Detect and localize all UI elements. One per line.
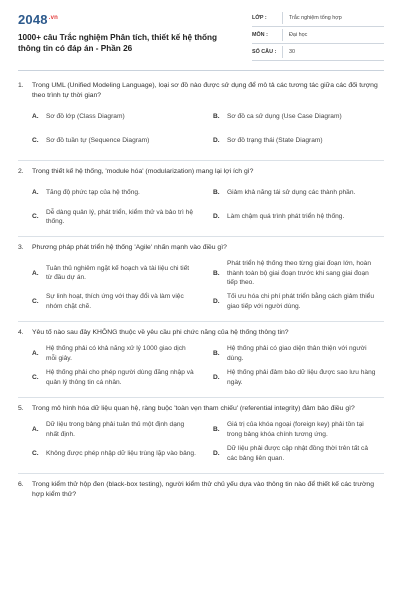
- logo-suffix: .vn: [48, 14, 59, 21]
- question-item: [18, 243, 384, 322]
- meta-row-class: [252, 10, 384, 27]
- question-item: [18, 480, 384, 511]
- option-text: Dữ liệu trong bảng phải tuân thủ một định dạng nhất định.: [46, 421, 185, 438]
- answer-options: [18, 183, 384, 231]
- option-letter: B.: [213, 189, 220, 197]
- answer-option[interactable]: [213, 444, 384, 464]
- meta-value[interactable]: Trắc nghiệm tổng hợp: [289, 15, 342, 21]
- question-text: [18, 404, 384, 414]
- question-body: Yêu tố nào sau đây KHÔNG thuộc về yêu cầu phi chức năng của hệ thống thông tin?: [32, 328, 289, 336]
- question-body: Trong kiểm thử hộp đen (black-box testing), người kiểm thử chủ yếu dựa vào thông tin nào để thiết kế các trường hợp kiểm thử?: [32, 480, 374, 498]
- option-text: Sự linh hoạt, thích ứng với thay đổi và làm việc nhóm chặt chẽ.: [46, 293, 184, 310]
- question-list: [18, 81, 384, 517]
- meta-row-count: [252, 44, 384, 61]
- option-letter: C.: [32, 213, 39, 221]
- option-letter: A.: [32, 269, 39, 277]
- meta-table: [252, 10, 384, 61]
- option-letter: A.: [32, 349, 39, 357]
- option-text: Làm chậm quá trình phát triển hệ thống.: [227, 213, 345, 221]
- option-letter: C.: [32, 373, 39, 381]
- option-letter: D.: [213, 137, 220, 145]
- option-text: Tuân thủ nghiêm ngặt kế hoạch và tài liệu chi tiết từ đầu dự án.: [46, 264, 190, 282]
- question-text: [18, 167, 384, 177]
- site-logo[interactable]: [18, 12, 58, 27]
- option-text: Tăng độ phức tạp của hệ thống.: [46, 189, 140, 197]
- option-text: Dữ liệu phải được cập nhật đồng thời trên tất cả các bảng liên quan.: [227, 445, 369, 462]
- question-text: [18, 81, 384, 101]
- answer-option[interactable]: [32, 207, 203, 227]
- answer-options: [18, 344, 384, 392]
- answer-option[interactable]: [213, 259, 384, 288]
- answer-option[interactable]: [213, 207, 384, 227]
- option-letter: C.: [32, 449, 39, 457]
- question-number: 2.: [18, 168, 24, 175]
- answer-options: [18, 259, 384, 316]
- answer-option[interactable]: [213, 107, 384, 127]
- option-letter: B.: [213, 113, 220, 121]
- option-text: Tối ưu hóa chi phí phát triển bằng cách giảm thiểu giao tiếp với người dùng.: [227, 293, 375, 310]
- answer-option[interactable]: [213, 344, 384, 364]
- answer-option[interactable]: [32, 292, 203, 312]
- answer-option[interactable]: [32, 259, 203, 288]
- answer-options: [18, 107, 384, 155]
- answer-option[interactable]: [32, 444, 203, 464]
- answer-option[interactable]: [32, 368, 203, 388]
- question-text: [18, 243, 384, 253]
- logo-text: 2048: [18, 12, 48, 27]
- answer-options: [18, 420, 384, 468]
- option-text: Hệ thống phải có khả năng xử lý 1000 giao dịch mỗi giây.: [46, 345, 186, 362]
- question-number: 6.: [18, 480, 24, 488]
- option-letter: B.: [213, 269, 220, 277]
- option-text: Không được phép nhập dữ liệu trùng lặp vào bảng.: [46, 449, 196, 457]
- question-body: Trong mô hình hóa dữ liệu quan hệ, ràng buộc 'toàn vẹn tham chiếu' (referential integrity) đảm bảo điều gì?: [32, 404, 355, 412]
- answer-option[interactable]: [32, 131, 203, 151]
- option-text: Dễ dàng quản lý, phát triển, kiểm thử và bảo trì hệ thống.: [46, 208, 193, 225]
- question-body: Trong thiết kế hệ thống, 'module hóa' (modularization) mang lại lợi ích gì?: [32, 168, 254, 175]
- question-number: 5.: [18, 404, 24, 412]
- option-letter: A.: [32, 189, 39, 197]
- option-letter: D.: [213, 373, 220, 381]
- meta-label: MÔN :: [252, 32, 268, 38]
- option-text: Giá trị của khóa ngoại (foreign key) phải tồn tại trong bảng khóa chính tương ứng.: [227, 421, 364, 438]
- answer-option[interactable]: [32, 183, 203, 203]
- answer-option[interactable]: [213, 420, 384, 440]
- meta-label: LỚP :: [252, 15, 267, 21]
- question-text: [18, 480, 384, 500]
- answer-option[interactable]: [213, 368, 384, 388]
- question-item: [18, 328, 384, 398]
- option-letter: B.: [213, 349, 220, 357]
- answer-option[interactable]: [32, 420, 203, 440]
- meta-separator: [282, 46, 283, 58]
- option-text: Phát triển hệ thống theo từng giai đoạn lớn, hoàn thành toàn bộ giai đoạn trước khi sang giai đoạn tiếp theo.: [227, 260, 372, 286]
- meta-row-subject: [252, 27, 384, 44]
- option-letter: D.: [213, 449, 220, 457]
- option-text: Giảm khả năng tái sử dụng các thành phần.: [227, 189, 356, 197]
- meta-value: 30: [289, 49, 295, 55]
- meta-label: SỐ CÂU :: [252, 49, 277, 55]
- answer-option[interactable]: [213, 131, 384, 151]
- option-letter: A.: [32, 113, 39, 121]
- question-text: [18, 328, 384, 338]
- option-letter: C.: [32, 137, 39, 145]
- option-text: Hệ thống phải có giao diện thân thiện với người dùng.: [227, 345, 367, 362]
- question-item: [18, 81, 384, 161]
- page-title: 1000+ câu Trắc nghiệm Phân tích, thiết kế hệ thống thông tin có đáp án - Phần 26: [18, 33, 218, 53]
- question-item: [18, 404, 384, 474]
- option-text: Sơ đồ ca sử dụng (Use Case Diagram): [227, 113, 342, 121]
- answer-option[interactable]: [32, 107, 203, 127]
- question-number: 1.: [18, 82, 24, 89]
- option-letter: A.: [32, 425, 39, 433]
- question-number: 3.: [18, 244, 24, 251]
- option-text: Sơ đồ lớp (Class Diagram): [46, 113, 125, 121]
- question-body: Trong UML (Unified Modeling Language), loại sơ đồ nào được sử dụng để mô tả các tương tác giữa các đối tượng theo trình tự thời gian?: [32, 82, 378, 99]
- page-header: [18, 10, 384, 62]
- header-divider: [18, 70, 384, 71]
- option-text: Hệ thống phải cho phép người dùng đăng nhập và quản lý thông tin cá nhân.: [46, 369, 194, 386]
- question-item: [18, 167, 384, 237]
- meta-value[interactable]: Đại học: [289, 32, 308, 38]
- question-number: 4.: [18, 328, 24, 336]
- option-text: Sơ đồ tuần tự (Sequence Diagram): [46, 137, 150, 145]
- option-letter: D.: [213, 213, 220, 221]
- question-body: Phương pháp phát triển hệ thống 'Agile' nhấn mạnh vào điều gì?: [32, 244, 227, 251]
- option-letter: C.: [32, 297, 39, 305]
- meta-separator: [282, 12, 283, 24]
- meta-separator: [282, 29, 283, 41]
- option-text: Hệ thống phải đảm bảo dữ liệu được sao lưu hàng ngày.: [227, 369, 376, 386]
- option-text: Sơ đồ trạng thái (State Diagram): [227, 137, 323, 145]
- answer-option[interactable]: [32, 344, 203, 364]
- option-letter: D.: [213, 297, 220, 305]
- answer-option[interactable]: [213, 292, 384, 312]
- answer-option[interactable]: [213, 183, 384, 203]
- option-letter: B.: [213, 425, 220, 433]
